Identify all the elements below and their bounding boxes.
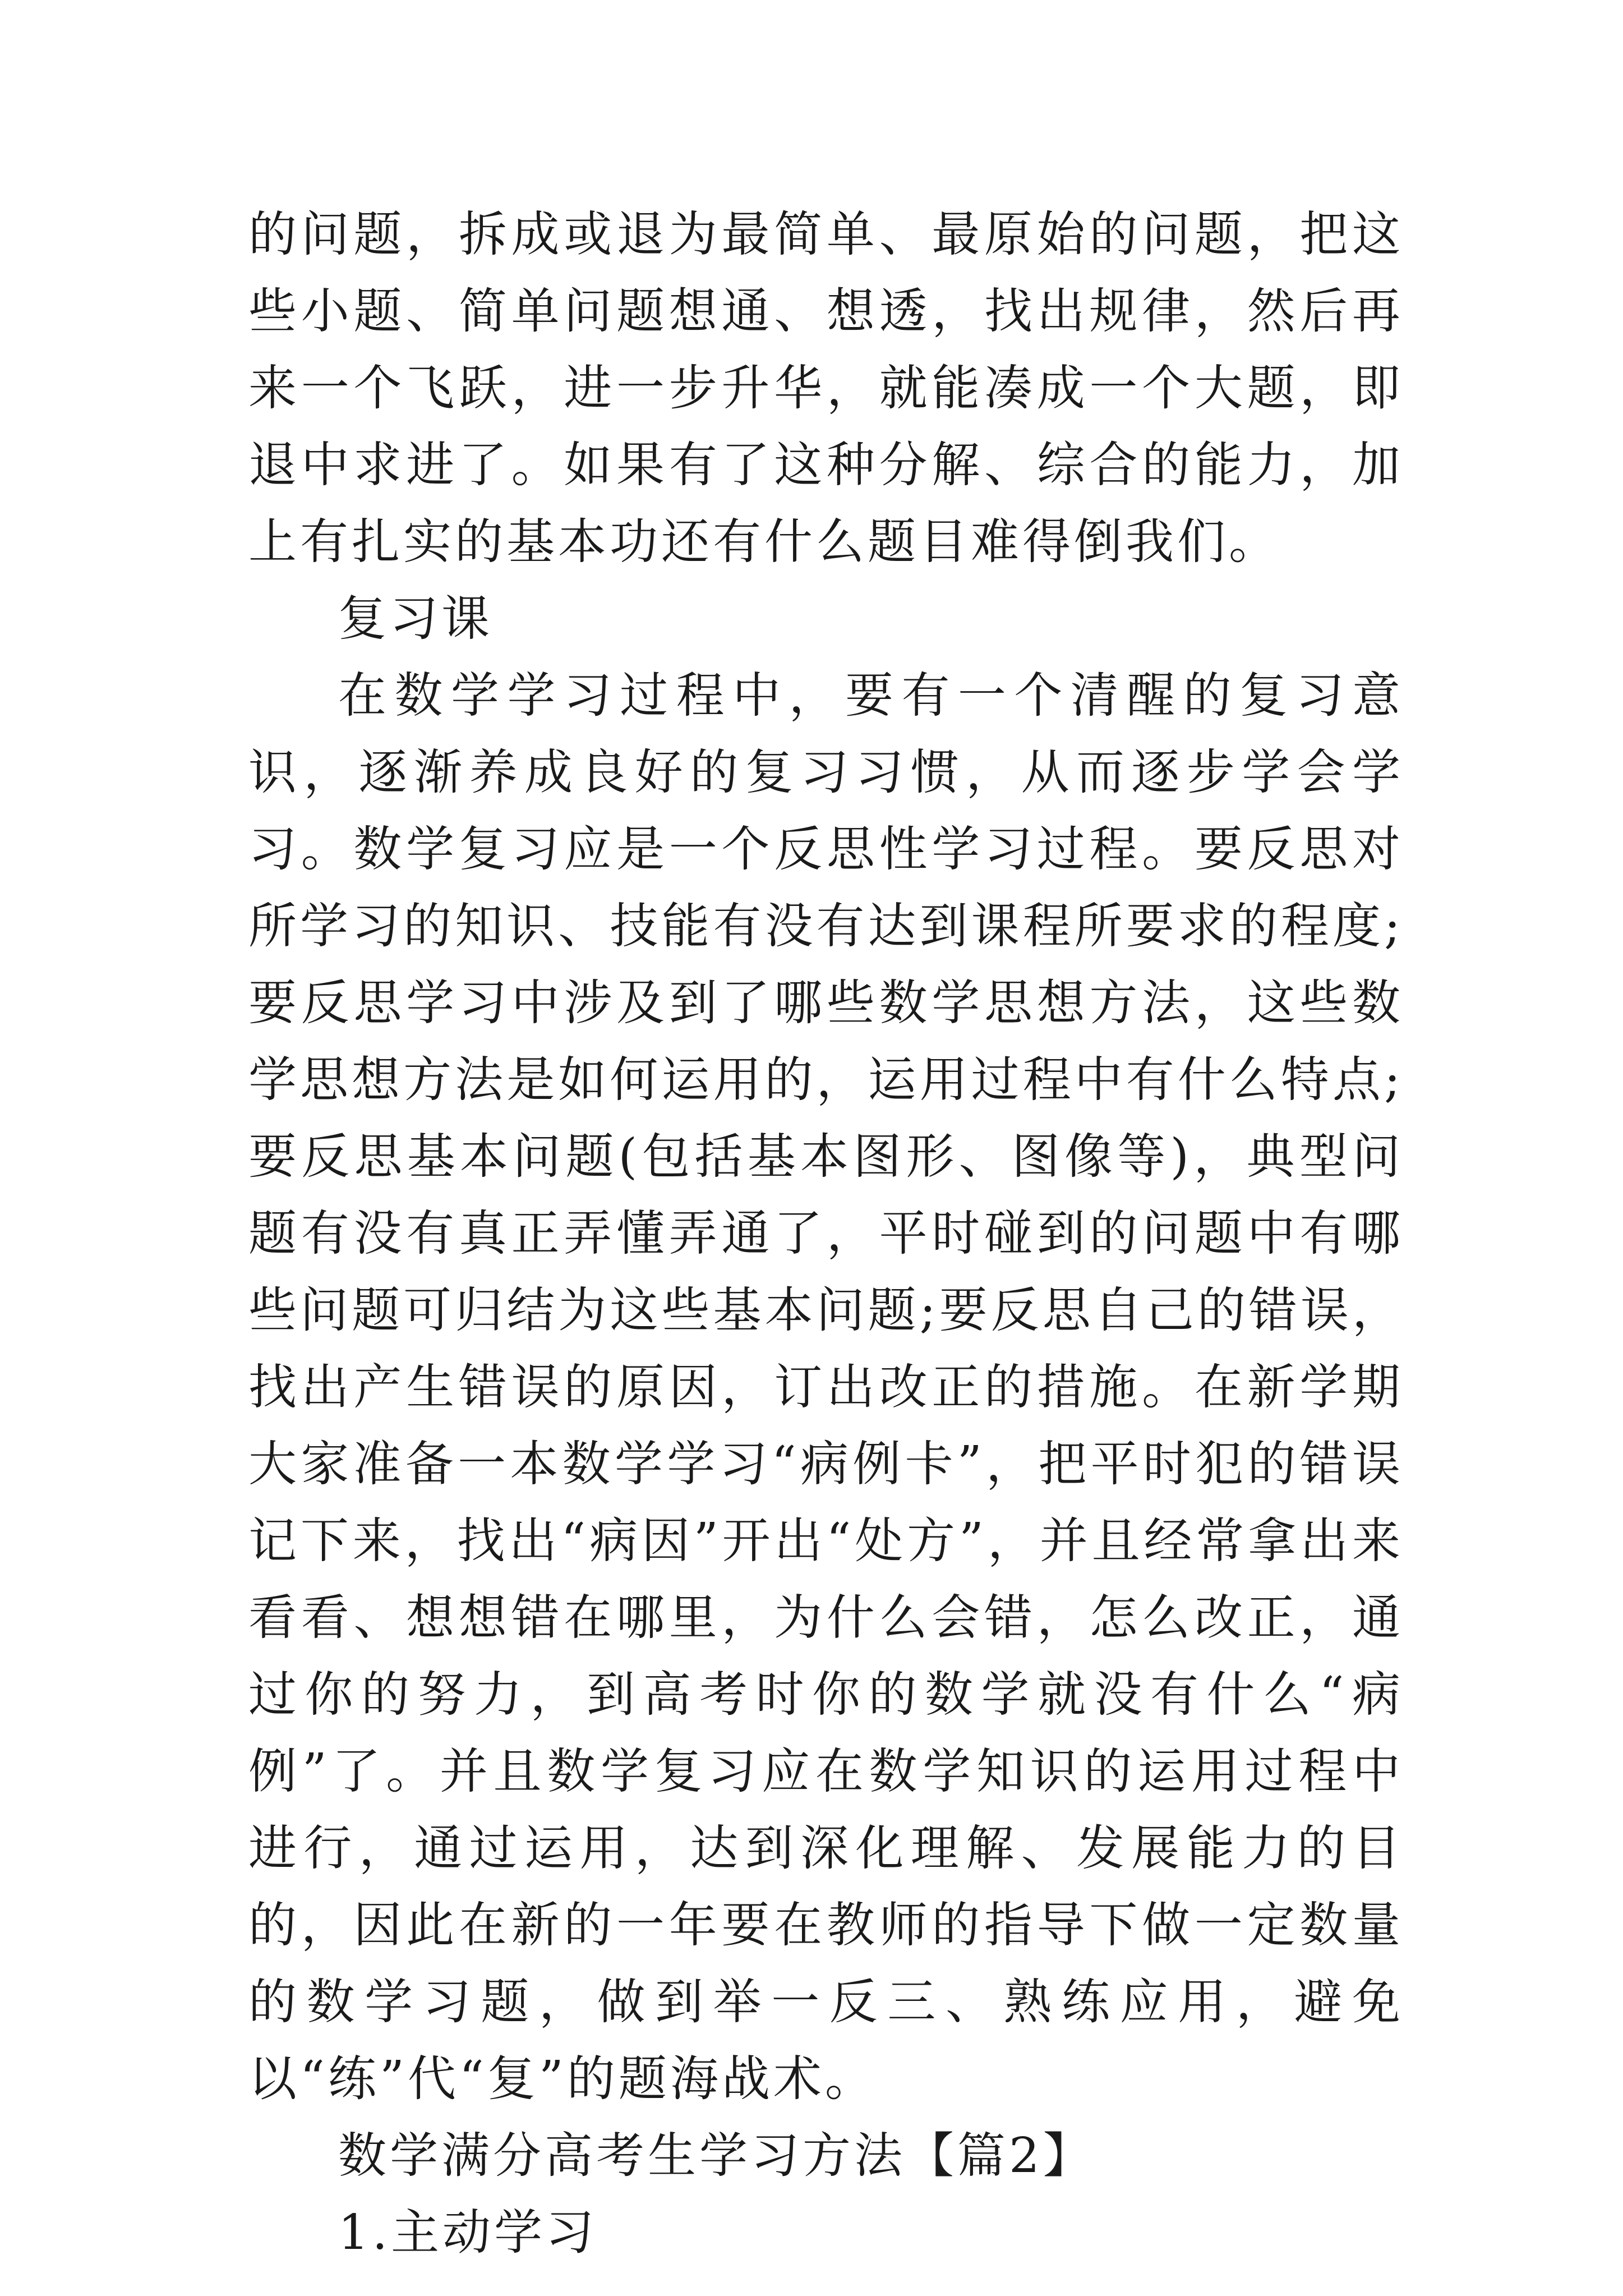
section-heading-part-2: 数学满分高考生学习方法【篇2】 [338, 2128, 1095, 2184]
document-body [248, 196, 1404, 2271]
list-item-active-learning: 1.主动学习 [338, 2205, 598, 2261]
section-heading-review: 复习课 [338, 591, 493, 647]
paragraph-review: 在数学学习过程中，要有一个清醒的复习意识，逐渐养成良好的复习习惯，从而逐步学会学习。数学复习应是一个反思性学习过程。要反思对所学习的知识、技能有没有达到课程所要求的程度;要反思学习中涉及到了哪些数学思想方法，这些数学思想方法是如何运用的，运用过程中有什么特点;要反思基本问题(包括基本图形、图像等)，典型问题有没有真正弄懂弄通了，平时碰到的问题中有哪些问题可归结为这些基本问题;要反思自己的错误，找出产生错误的原因，订出改正的措施。在新学期大家准备一本数学学习“病例卡”，把平时犯的错误记下来，找出“病因”开出“处方”，并且经常拿出来看看、想想错在哪里，为什么会错，怎么改正，通过你的努力，到高考时你的数学就没有什么“病例”了。并且数学复习应在数学知识的运用过程中进行，通过运用，达到深化理解、发展能力的目的，因此在新的一年要在教师的指导下做一定数量的数学习题，做到举一反三、熟练应用，避免以“练”代“复”的题海战术。 [248, 668, 1404, 2107]
paragraph-continuation: 的问题，拆成或退为最简单、最原始的问题，把这些小题、简单问题想通、想透，找出规律，然后再来一个飞跃，进一步升华，就能凑成一个大题，即退中求进了。如果有了这种分解、综合的能力，加上有扎实的基本功还有什么题目难得倒我们。 [248, 206, 1404, 570]
